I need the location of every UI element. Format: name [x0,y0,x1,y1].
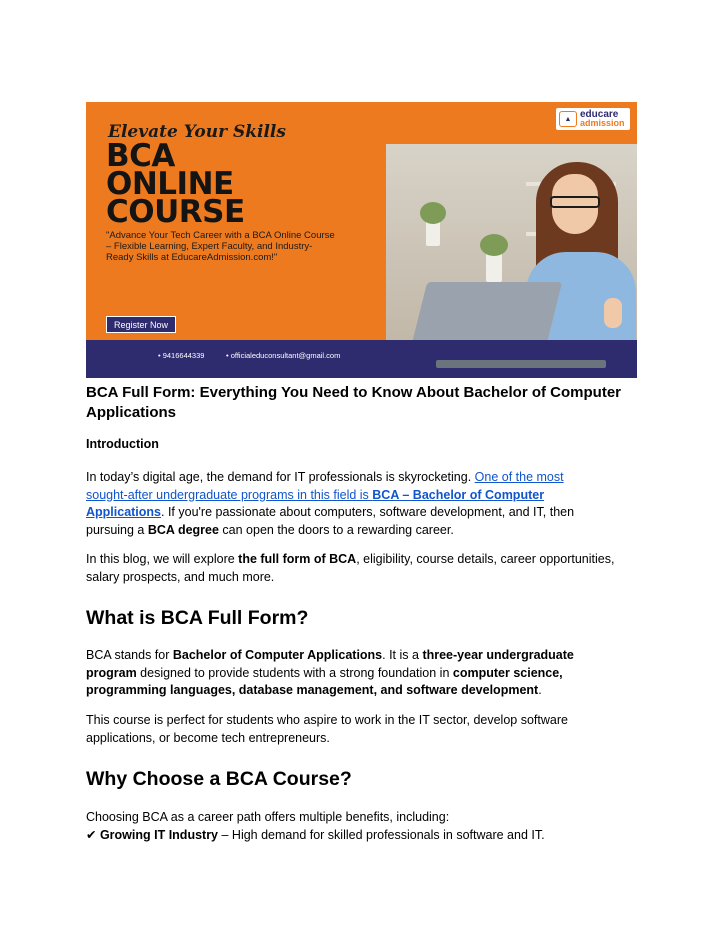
text: can open the doors to a rewarding career. [218,522,454,537]
title-line: BCA Full Form: Everything You Need to Know About Bachelor of Computer [86,384,622,401]
banner-tagline: Elevate Your Skills [108,122,286,142]
plant-pot [486,252,502,282]
text: pursuing a [86,522,148,537]
bca-program-link[interactable] [86,488,544,502]
introduction-heading: Introduction [86,437,159,451]
text: applications, or become tech entrepreneurs. [86,730,330,745]
educare-logo [556,108,630,130]
bold-text: Growing IT Industry [99,827,219,842]
logo-line1: educare [580,109,619,120]
graduation-cap-icon: ▲ [559,111,577,127]
glasses [550,196,600,208]
text: designed to provide students with a strong foundation in [136,665,453,680]
register-now-button[interactable]: Register Now [106,316,176,333]
plant-leaves [420,202,446,224]
text: . [538,683,542,697]
text: This course is perfect for students who aspire to work in the IT sector, develop software [86,713,568,727]
why-choose-bca-heading: Why Choose a BCA Course? [86,768,352,790]
banner-phone: • 9416644339 [158,351,205,360]
banner-quote: "Advance Your Tech Career with a BCA Online Course – Flexible Learning, Expert Faculty, and Industry-Ready Skills at EducareAdmission.com!" [106,230,335,263]
link-bold-text: Applications [86,505,162,519]
headline-line: ONLINE [106,166,234,202]
waving-hand [604,298,622,328]
bold-text: program [86,665,137,680]
banner-email: • officialeduconsultant@gmail.com [226,351,341,360]
headline-line: BCA [106,138,175,174]
logo-line2: admission [580,118,625,128]
text: salary prospects, and much more. [86,569,275,584]
intro-paragraph [86,469,641,539]
bold-text: three-year undergraduate [422,648,574,662]
text: . It is a [382,648,423,662]
course-banner [86,102,637,378]
text: – High demand for skilled professionals in software and IT. [218,827,545,842]
bold-text: Bachelor of Computer Applications [172,648,383,662]
course-audience-paragraph [86,712,641,747]
text: BCA stands for [86,648,173,662]
text: . If you're passionate about computers, software development, and IT, then [161,505,575,519]
blog-overview-paragraph [86,551,641,586]
bca-program-link[interactable]: One of the most [474,470,564,484]
text: Choosing BCA as a career path offers multiple benefits, including: [86,810,450,824]
bold-text: BCA degree [147,522,219,537]
checkmark-icon: ✔ [86,827,100,842]
laptop-base [436,360,606,368]
article-title [86,383,641,423]
what-is-bca-heading: What is BCA Full Form? [86,607,309,629]
bold-text: the full form of BCA [238,552,357,566]
link-bold-text: BCA – Bachelor of Computer [372,487,545,502]
benefits-paragraph [86,809,641,844]
text: In today’s digital age, the demand for IT professionals is skyrocketing. [86,470,475,484]
text: , eligibility, course details, career opportunities, [356,552,615,566]
bca-program-link[interactable] [86,505,161,519]
bca-definition-paragraph [86,647,641,700]
plant-leaves [480,234,508,256]
bold-text: computer science, [452,665,563,680]
banner-headline [106,138,245,230]
title-line: Applications [86,404,177,421]
bold-text: programming languages, database management, and software development [86,683,539,697]
link-text: sought-after undergraduate programs in this field is [86,487,373,502]
text: In this blog, we will explore [86,552,239,566]
headline-line: COURSE [106,194,245,230]
